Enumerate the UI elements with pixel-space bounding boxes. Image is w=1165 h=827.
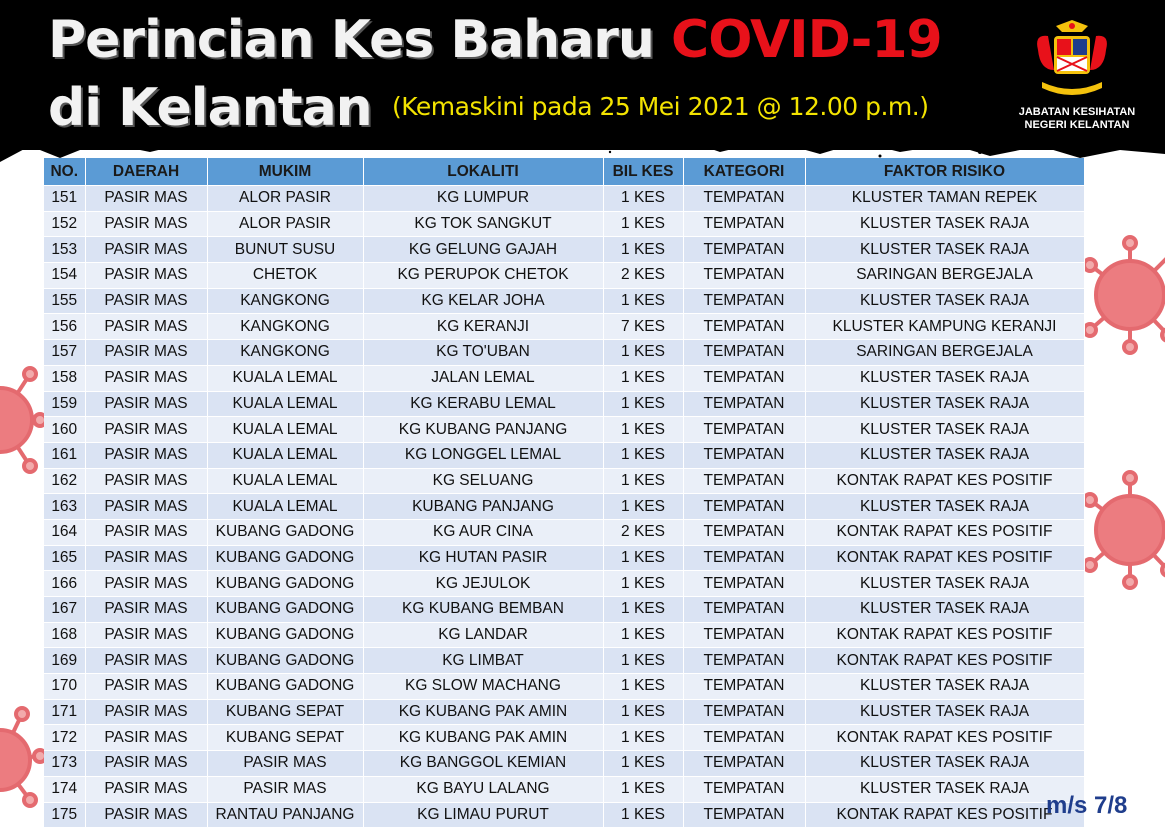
cell-kategori: TEMPATAN (683, 597, 805, 623)
cell-faktor-risiko: SARINGAN BERGEJALA (805, 340, 1084, 366)
column-header-kategori: KATEGORI (683, 158, 805, 186)
cell-bil-kes: 2 KES (603, 263, 683, 289)
cell-mukim: KUALA LEMAL (207, 365, 363, 391)
cell-faktor-risiko: KONTAK RAPAT KES POSITIF (805, 468, 1084, 494)
table-row (44, 442, 1084, 468)
cell-lokaliti: KG LUMPUR (363, 186, 603, 212)
cell-lokaliti: KG TO'UBAN (363, 340, 603, 366)
cell-bil-kes: 1 KES (603, 751, 683, 777)
cell-faktor-risiko: KLUSTER TASEK RAJA (805, 674, 1084, 700)
cell-lokaliti: KG KERANJI (363, 314, 603, 340)
cell-bil-kes: 1 KES (603, 468, 683, 494)
cell-mukim: KANGKONG (207, 314, 363, 340)
cell-daerah: PASIR MAS (85, 391, 207, 417)
cell-lokaliti: KG LIMAU PURUT (363, 802, 603, 827)
cell-faktor-risiko: KONTAK RAPAT KES POSITIF (805, 519, 1084, 545)
cell-daerah: PASIR MAS (85, 699, 207, 725)
cell-lokaliti: KG KERABU LEMAL (363, 391, 603, 417)
cell-kategori: TEMPATAN (683, 391, 805, 417)
cell-no: 172 (44, 725, 85, 751)
cell-bil-kes: 1 KES (603, 494, 683, 520)
cell-no: 171 (44, 699, 85, 725)
cell-kategori: TEMPATAN (683, 622, 805, 648)
cell-kategori: TEMPATAN (683, 314, 805, 340)
cell-kategori: TEMPATAN (683, 186, 805, 212)
cell-bil-kes: 7 KES (603, 314, 683, 340)
cell-bil-kes: 1 KES (603, 699, 683, 725)
cell-lokaliti: KG SLOW MACHANG (363, 674, 603, 700)
cell-lokaliti: KG LIMBAT (363, 648, 603, 674)
cell-no: 162 (44, 468, 85, 494)
cell-bil-kes: 1 KES (603, 186, 683, 212)
coronavirus-icon (1080, 235, 1165, 355)
cell-no: 170 (44, 674, 85, 700)
department-line-1: JABATAN KESIHATAN (1018, 106, 1136, 118)
cell-lokaliti: KG KELAR JOHA (363, 288, 603, 314)
page-number: m/s 7/8 (1046, 792, 1128, 819)
cell-bil-kes: 1 KES (603, 776, 683, 802)
column-header-mukim: MUKIM (207, 158, 363, 186)
cell-kategori: TEMPATAN (683, 776, 805, 802)
cell-bil-kes: 1 KES (603, 237, 683, 263)
cell-mukim: KUALA LEMAL (207, 494, 363, 520)
cell-kategori: TEMPATAN (683, 648, 805, 674)
table-row (44, 597, 1084, 623)
cell-mukim: KUBANG GADONG (207, 674, 363, 700)
table-row (44, 237, 1084, 263)
cell-faktor-risiko: KLUSTER TASEK RAJA (805, 751, 1084, 777)
table-row (44, 365, 1084, 391)
cell-mukim: PASIR MAS (207, 776, 363, 802)
column-header-bil-kes: BIL KES (603, 158, 683, 186)
cell-faktor-risiko: KLUSTER TASEK RAJA (805, 365, 1084, 391)
cell-faktor-risiko: KLUSTER KAMPUNG KERANJI (805, 314, 1084, 340)
cell-lokaliti: KG SELUANG (363, 468, 603, 494)
cell-daerah: PASIR MAS (85, 519, 207, 545)
cell-no: 161 (44, 442, 85, 468)
cell-faktor-risiko: KLUSTER TASEK RAJA (805, 237, 1084, 263)
update-timestamp: (Kemaskini pada 25 Mei 2021 @ 12.00 p.m.) (392, 92, 929, 121)
table-row (44, 802, 1084, 827)
cell-daerah: PASIR MAS (85, 468, 207, 494)
cell-bil-kes: 1 KES (603, 211, 683, 237)
department-line-2: NEGERI KELANTAN (1024, 119, 1130, 131)
cell-mukim: KUALA LEMAL (207, 391, 363, 417)
cell-kategori: TEMPATAN (683, 237, 805, 263)
cell-bil-kes: 1 KES (603, 365, 683, 391)
cell-lokaliti: KG PERUPOK CHETOK (363, 263, 603, 289)
cell-bil-kes: 1 KES (603, 442, 683, 468)
cell-kategori: TEMPATAN (683, 211, 805, 237)
cell-lokaliti: KG KUBANG PAK AMIN (363, 699, 603, 725)
cell-mukim: KUALA LEMAL (207, 442, 363, 468)
cell-no: 175 (44, 802, 85, 827)
cell-mukim: BUNUT SUSU (207, 237, 363, 263)
cell-bil-kes: 1 KES (603, 417, 683, 443)
cell-mukim: KUBANG SEPAT (207, 725, 363, 751)
cell-daerah: PASIR MAS (85, 417, 207, 443)
cell-faktor-risiko: KLUSTER TASEK RAJA (805, 571, 1084, 597)
cell-no: 158 (44, 365, 85, 391)
cell-kategori: TEMPATAN (683, 545, 805, 571)
column-header-lokaliti: LOKALITI (363, 158, 603, 186)
cell-daerah: PASIR MAS (85, 648, 207, 674)
cell-kategori: TEMPATAN (683, 340, 805, 366)
cell-kategori: TEMPATAN (683, 519, 805, 545)
cell-mukim: RANTAU PANJANG (207, 802, 363, 827)
cell-mukim: KUBANG GADONG (207, 622, 363, 648)
table-row (44, 340, 1084, 366)
cell-no: 151 (44, 186, 85, 212)
table-row (44, 545, 1084, 571)
cell-no: 174 (44, 776, 85, 802)
cell-mukim: ALOR PASIR (207, 211, 363, 237)
cell-lokaliti: KG BANGGOL KEMIAN (363, 751, 603, 777)
cell-kategori: TEMPATAN (683, 263, 805, 289)
coronavirus-icon (0, 360, 46, 480)
title-line-two: di Kelantan (48, 78, 372, 138)
cell-no: 164 (44, 519, 85, 545)
cell-kategori: TEMPATAN (683, 699, 805, 725)
cell-daerah: PASIR MAS (85, 597, 207, 623)
cell-lokaliti: KG LONGGEL LEMAL (363, 442, 603, 468)
cell-bil-kes: 2 KES (603, 519, 683, 545)
column-header-no: NO. (44, 158, 85, 186)
cell-mukim: KUBANG GADONG (207, 519, 363, 545)
cell-bil-kes: 1 KES (603, 802, 683, 827)
cell-bil-kes: 1 KES (603, 545, 683, 571)
cases-table (44, 158, 1085, 827)
cell-faktor-risiko: KONTAK RAPAT KES POSITIF (805, 725, 1084, 751)
cell-daerah: PASIR MAS (85, 186, 207, 212)
cell-bil-kes: 1 KES (603, 340, 683, 366)
cell-lokaliti: KUBANG PANJANG (363, 494, 603, 520)
cell-no: 156 (44, 314, 85, 340)
table-row (44, 391, 1084, 417)
cell-mukim: KANGKONG (207, 340, 363, 366)
cell-lokaliti: KG KUBANG BEMBAN (363, 597, 603, 623)
cell-mukim: ALOR PASIR (207, 186, 363, 212)
cell-mukim: KUBANG GADONG (207, 648, 363, 674)
cell-mukim: KUBANG GADONG (207, 571, 363, 597)
cell-mukim: KANGKONG (207, 288, 363, 314)
table-row (44, 468, 1084, 494)
cell-faktor-risiko: KLUSTER TASEK RAJA (805, 597, 1084, 623)
table-row (44, 751, 1084, 777)
table-row (44, 211, 1084, 237)
column-header-daerah: DAERAH (85, 158, 207, 186)
cell-faktor-risiko: KLUSTER TASEK RAJA (805, 699, 1084, 725)
table-row (44, 314, 1084, 340)
cell-faktor-risiko: KLUSTER TASEK RAJA (805, 442, 1084, 468)
cell-bil-kes: 1 KES (603, 725, 683, 751)
cell-mukim: KUALA LEMAL (207, 417, 363, 443)
cell-kategori: TEMPATAN (683, 571, 805, 597)
coronavirus-icon (0, 700, 46, 810)
cell-daerah: PASIR MAS (85, 288, 207, 314)
cell-lokaliti: KG HUTAN PASIR (363, 545, 603, 571)
cell-daerah: PASIR MAS (85, 674, 207, 700)
table-row (44, 776, 1084, 802)
cell-faktor-risiko: KONTAK RAPAT KES POSITIF (805, 648, 1084, 674)
cell-kategori: TEMPATAN (683, 442, 805, 468)
table-row (44, 674, 1084, 700)
cell-kategori: TEMPATAN (683, 674, 805, 700)
title-highlight: COVID-19 (671, 10, 942, 70)
malaysia-coat-of-arms-icon (1030, 20, 1114, 98)
cell-no: 166 (44, 571, 85, 597)
cell-bil-kes: 1 KES (603, 648, 683, 674)
cell-daerah: PASIR MAS (85, 237, 207, 263)
cell-bil-kes: 1 KES (603, 674, 683, 700)
table-row (44, 519, 1084, 545)
coronavirus-icon (1080, 470, 1165, 590)
cell-daerah: PASIR MAS (85, 314, 207, 340)
table-row (44, 288, 1084, 314)
cell-bil-kes: 1 KES (603, 597, 683, 623)
cell-no: 153 (44, 237, 85, 263)
cell-lokaliti: KG AUR CINA (363, 519, 603, 545)
cell-kategori: TEMPATAN (683, 494, 805, 520)
table-row (44, 263, 1084, 289)
cell-daerah: PASIR MAS (85, 776, 207, 802)
cell-no: 159 (44, 391, 85, 417)
cell-faktor-risiko: KONTAK RAPAT KES POSITIF (805, 545, 1084, 571)
cell-daerah: PASIR MAS (85, 622, 207, 648)
cell-no: 167 (44, 597, 85, 623)
cell-lokaliti: KG KUBANG PANJANG (363, 417, 603, 443)
cell-no: 163 (44, 494, 85, 520)
cell-no: 168 (44, 622, 85, 648)
table-row (44, 186, 1084, 212)
cell-daerah: PASIR MAS (85, 751, 207, 777)
cell-mukim: KUBANG GADONG (207, 545, 363, 571)
table-row (44, 648, 1084, 674)
cell-kategori: TEMPATAN (683, 725, 805, 751)
cell-lokaliti: KG TOK SANGKUT (363, 211, 603, 237)
cell-lokaliti: KG JEJULOK (363, 571, 603, 597)
cell-faktor-risiko: KLUSTER TASEK RAJA (805, 211, 1084, 237)
page-title (48, 10, 942, 70)
cell-daerah: PASIR MAS (85, 365, 207, 391)
cell-no: 169 (44, 648, 85, 674)
cell-bil-kes: 1 KES (603, 391, 683, 417)
cell-mukim: PASIR MAS (207, 751, 363, 777)
cell-kategori: TEMPATAN (683, 288, 805, 314)
cell-bil-kes: 1 KES (603, 622, 683, 648)
cell-faktor-risiko: KLUSTER TASEK RAJA (805, 776, 1084, 802)
cell-faktor-risiko: KLUSTER TASEK RAJA (805, 288, 1084, 314)
cell-daerah: PASIR MAS (85, 545, 207, 571)
cell-faktor-risiko: SARINGAN BERGEJALA (805, 263, 1084, 289)
cell-daerah: PASIR MAS (85, 571, 207, 597)
cell-faktor-risiko: KLUSTER TASEK RAJA (805, 494, 1084, 520)
cell-bil-kes: 1 KES (603, 288, 683, 314)
cell-daerah: PASIR MAS (85, 494, 207, 520)
cell-daerah: PASIR MAS (85, 725, 207, 751)
cell-daerah: PASIR MAS (85, 802, 207, 827)
cell-faktor-risiko: KLUSTER TASEK RAJA (805, 417, 1084, 443)
cell-bil-kes: 1 KES (603, 571, 683, 597)
cell-no: 155 (44, 288, 85, 314)
table-row (44, 494, 1084, 520)
cell-kategori: TEMPATAN (683, 417, 805, 443)
cell-daerah: PASIR MAS (85, 263, 207, 289)
cell-lokaliti: KG KUBANG PAK AMIN (363, 725, 603, 751)
cell-lokaliti: KG GELUNG GAJAH (363, 237, 603, 263)
cell-no: 160 (44, 417, 85, 443)
cell-kategori: TEMPATAN (683, 468, 805, 494)
cell-mukim: KUBANG GADONG (207, 597, 363, 623)
cell-daerah: PASIR MAS (85, 211, 207, 237)
cell-faktor-risiko: KONTAK RAPAT KES POSITIF (805, 802, 1084, 827)
title-text: Perincian Kes Baharu (48, 10, 654, 70)
table-row (44, 417, 1084, 443)
table-row (44, 699, 1084, 725)
cell-mukim: KUBANG SEPAT (207, 699, 363, 725)
table-row (44, 725, 1084, 751)
cell-no: 173 (44, 751, 85, 777)
cell-lokaliti: KG BAYU LALANG (363, 776, 603, 802)
cell-mukim: KUALA LEMAL (207, 468, 363, 494)
cell-no: 152 (44, 211, 85, 237)
cell-daerah: PASIR MAS (85, 340, 207, 366)
table-row (44, 571, 1084, 597)
table-row (44, 622, 1084, 648)
cell-faktor-risiko: KONTAK RAPAT KES POSITIF (805, 622, 1084, 648)
cell-lokaliti: KG LANDAR (363, 622, 603, 648)
cell-no: 154 (44, 263, 85, 289)
cell-mukim: CHETOK (207, 263, 363, 289)
table-header-row (44, 158, 1084, 186)
cell-kategori: TEMPATAN (683, 365, 805, 391)
cell-lokaliti: JALAN LEMAL (363, 365, 603, 391)
table-body (44, 186, 1084, 827)
column-header-faktor-risiko: FAKTOR RISIKO (805, 158, 1084, 186)
department-name (1003, 106, 1151, 132)
cell-faktor-risiko: KLUSTER TAMAN REPEK (805, 186, 1084, 212)
cell-no: 165 (44, 545, 85, 571)
cell-kategori: TEMPATAN (683, 802, 805, 827)
cell-kategori: TEMPATAN (683, 751, 805, 777)
cell-no: 157 (44, 340, 85, 366)
cell-daerah: PASIR MAS (85, 442, 207, 468)
cell-faktor-risiko: KLUSTER TASEK RAJA (805, 391, 1084, 417)
